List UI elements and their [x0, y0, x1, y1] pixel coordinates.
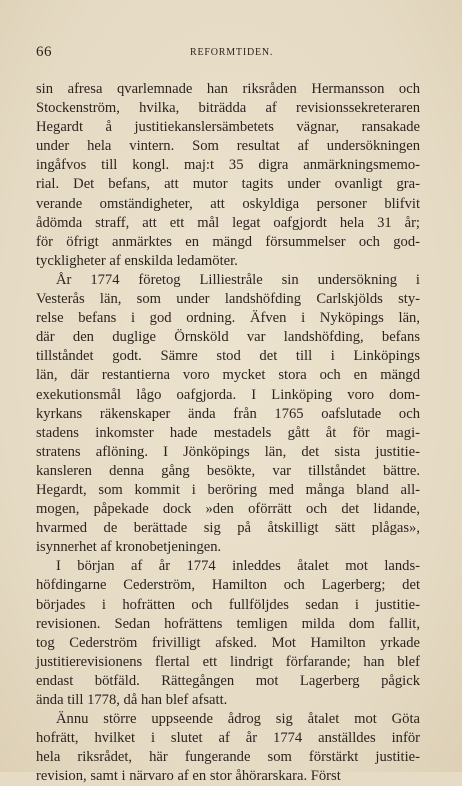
text-line: hela riksrådet, här fungerande som förstärkt justitie- [36, 749, 420, 766]
text-line: ådömda straff, att ett mål legat oafgjordt hela 31 år; [36, 214, 420, 231]
paragraph [36, 710, 420, 786]
text-line: län, där restantierna voro mycket stora och en mängd [36, 367, 420, 384]
text-line: stratens aflöning. I Jönköpings län, det sista justitie- [36, 443, 420, 460]
paragraph [36, 557, 420, 710]
paragraph [36, 271, 420, 557]
text-line: endast bötfäld. Rättegången mot Lagerberg pågick [36, 672, 420, 689]
text-line: År 1774 företog Lilliestråle sin undersökning i [56, 271, 420, 288]
text-line: isynnerhet af kronobetjeningen. [36, 539, 222, 556]
text-line: Hegardt, som kommit i beröring med många bland all- [36, 481, 420, 498]
text-line: revision, samt i närvaro af en stor åhörarskara. Först [36, 768, 341, 785]
text-line: revisionen. Sedan hofrättens temligen milda dom fallit, [36, 615, 420, 632]
text-line: justitierevisionens flertal ett lindrigt förfarande; han blef [36, 653, 420, 670]
text-line: där den duglige Örnsköld var landshöfding, befans [36, 329, 420, 346]
text-line: tog Cederström frivilligt afsked. Mot Hamilton yrkade [36, 634, 420, 651]
text-line: rial. Det befans, att mutor tagits under ovanligt gra- [36, 176, 420, 193]
text-line: relse befans i god ordning. Äfven i Nyköpings län, [36, 310, 420, 327]
text-line: kyrkans räkenskaper ända från 1765 oafslutade och [36, 405, 420, 422]
text-line: för öfrigt anmärktes en mängd försummelser och god- [36, 233, 420, 250]
text-line: tillståndet godt. Sämre stod det till i Linköpings [36, 348, 420, 365]
text-line: I början af år 1774 inleddes åtalet mot lands- [56, 558, 420, 575]
paragraph [36, 80, 420, 271]
text-line: tyckligheter af enskilda ledamöter. [36, 252, 238, 269]
page-number: 66 [36, 44, 52, 60]
text-line: hvarmed de berättade sig på åtskilligt sätt plågas», [36, 520, 420, 537]
text-line: Hegardt å justitiekanslersämbetets vägnar, ransakade [36, 119, 420, 136]
text-line: under hela vintern. Som resultat af undersökningen [36, 138, 420, 155]
text-line: Vesterås län, som under landshöfding Carlskjölds sty- [36, 291, 420, 308]
text-line: exekutionsmål lågo oafgjorda. I Linköping voro dom- [36, 386, 420, 403]
text-line: Stockenström, hvilka, biträdda af revisionssekreteraren [36, 100, 420, 117]
page-header [36, 44, 420, 64]
text-line: Ännu större uppseende ådrog sig åtalet mot Göta [56, 711, 420, 728]
body-text [36, 80, 420, 786]
text-line: mogen, påpekade dock »den oförrätt och det lidande, [36, 501, 420, 518]
text-line: höfdingarne Cederström, Hamilton och Lagerberg; det [36, 577, 420, 594]
text-line: ända till 1778, då han blef afsatt. [36, 692, 228, 708]
text-line: stadens inkomster hade mestadels gått åt för magi- [36, 424, 420, 441]
text-line: verande omständigheter, att oskyldiga personer blifvit [36, 195, 420, 212]
text-line: sin afresa qvarlemnade han riksråden Hermansson och [36, 81, 420, 97]
text-line: kansleren denna gång besökte, var tillståndet bättre. [36, 462, 420, 479]
text-line: ingåfvos till kongl. maj:t 35 digra anmärkningsmemo- [36, 157, 420, 174]
text-line: hofrätt, hvilket i slutet af år 1774 anställdes inför [36, 730, 420, 747]
text-line: börjades i hofrätten och fullföljdes sedan i justitie- [36, 596, 420, 613]
running-head: REFORMTIDEN. [190, 47, 274, 58]
